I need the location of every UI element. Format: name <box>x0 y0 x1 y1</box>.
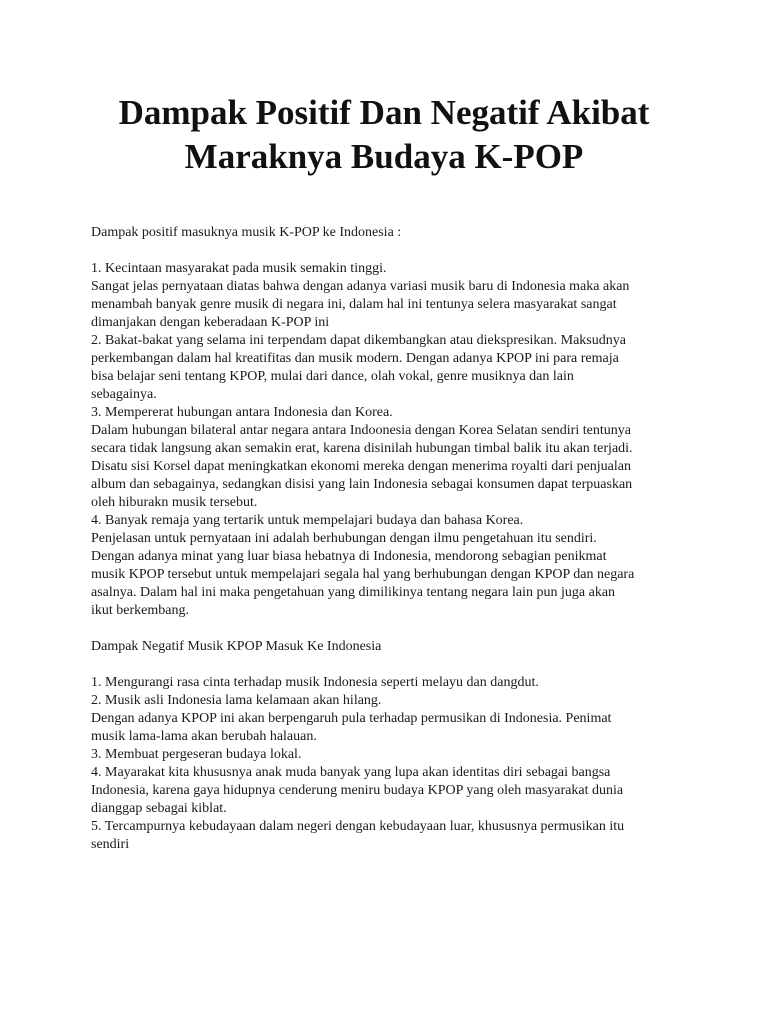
title-line-2: Maraknya Budaya K-POP <box>184 137 584 176</box>
text-line: Indonesia, karena gaya hidupnya cenderung meniru budaya KPOP yang oleh masyarakat dunia <box>91 783 624 798</box>
text-line: album dan sebagainya, sedangkan disisi yang lain Indonesia sebagai konsumen dapat terpuaskan <box>91 477 633 492</box>
document-body <box>91 224 691 854</box>
section2-paragraphs <box>91 674 691 854</box>
text-line: asalnya. Dalam hal ini maka pengetahuan yang dimilikinya tentang negara lain pun juga akan <box>91 585 616 600</box>
section1-intro: Dampak positif masuknya musik K-POP ke Indonesia : <box>91 225 402 240</box>
text-line: perkembangan dalam hal kreatifitas dan musik modern. Dengan adanya KPOP ini para remaja <box>91 351 619 366</box>
section1-paragraphs <box>91 260 691 620</box>
section2-intro: Dampak Negatif Musik KPOP Masuk Ke Indonesia <box>91 639 382 654</box>
text-line: 2. Bakat-bakat yang selama ini terpendam dapat dikembangkan atau diekspresikan. Maksudnya <box>91 333 626 348</box>
text-line: dianggap sebagai kiblat. <box>91 801 227 816</box>
text-line: Dengan adanya KPOP ini akan berpengaruh pula terhadap permusikan di Indonesia. Penimat <box>91 711 612 726</box>
title-line-1: Dampak Positif Dan Negatif Akibat <box>118 93 650 132</box>
text-line: menambah banyak genre musik di negara ini, dalam hal ini tentunya selera masyarakat sangat <box>91 297 617 312</box>
text-line: Dalam hubungan bilateral antar negara antara Indoonesia dengan Korea Selatan sendiri tentunya <box>91 423 631 438</box>
text-line: 4. Mayarakat kita khususnya anak muda banyak yang lupa akan identitas diri sebagai bangsa <box>91 765 611 780</box>
text-line: 1. Kecintaan masyarakat pada musik semakin tinggi. <box>91 261 387 276</box>
text-line: musik lama-lama akan berubah halauan. <box>91 729 317 744</box>
text-line: 5. Tercampurnya kebudayaan dalam negeri dengan kebudayaan luar, khususnya permusikan itu <box>91 819 625 834</box>
text-line: secara tidak langsung akan semakin erat, karena disinilah hubungan timbal balik itu akan terjadi. <box>91 441 633 456</box>
text-line: sendiri <box>91 837 130 852</box>
text-line: 3. Membuat pergeseran budaya lokal. <box>91 747 302 762</box>
text-line: 4. Banyak remaja yang tertarik untuk mempelajari budaya dan bahasa Korea. <box>91 513 524 528</box>
text-line: 3. Mempererat hubungan antara Indonesia dan Korea. <box>91 405 393 420</box>
spacer <box>91 656 691 674</box>
spacer <box>91 242 691 260</box>
text-line: oleh hiburakn musik tersebut. <box>91 495 258 510</box>
text-line: Penjelasan untuk pernyataan ini adalah berhubungan dengan ilmu pengetahuan itu sendiri. <box>91 531 597 546</box>
text-line: dimanjakan dengan keberadaan K-POP ini <box>91 315 330 330</box>
text-line: bisa belajar seni tentang KPOP, mulai dari dance, olah vokal, genre musiknya dan lain <box>91 369 574 384</box>
text-line: 1. Mengurangi rasa cinta terhadap musik Indonesia seperti melayu dan dangdut. <box>91 675 539 690</box>
text-line: sebagainya. <box>91 387 157 402</box>
text-line: musik KPOP tersebut untuk mempelajari segala hal yang berhubungan dengan KPOP dan negara <box>91 567 635 582</box>
spacer <box>91 620 691 638</box>
text-line: Dengan adanya minat yang luar biasa hebatnya di Indonesia, mendorong sebagian penikmat <box>91 549 607 564</box>
text-line: ikut berkembang. <box>91 603 189 618</box>
document-title <box>40 91 728 179</box>
text-line: Sangat jelas pernyataan diatas bahwa dengan adanya variasi musik baru di Indonesia maka akan <box>91 279 630 294</box>
text-line: Disatu sisi Korsel dapat meningkatkan ekonomi mereka dengan menerima royalti dari penjualan <box>91 459 631 474</box>
text-line: 2. Musik asli Indonesia lama kelamaan akan hilang. <box>91 693 382 708</box>
